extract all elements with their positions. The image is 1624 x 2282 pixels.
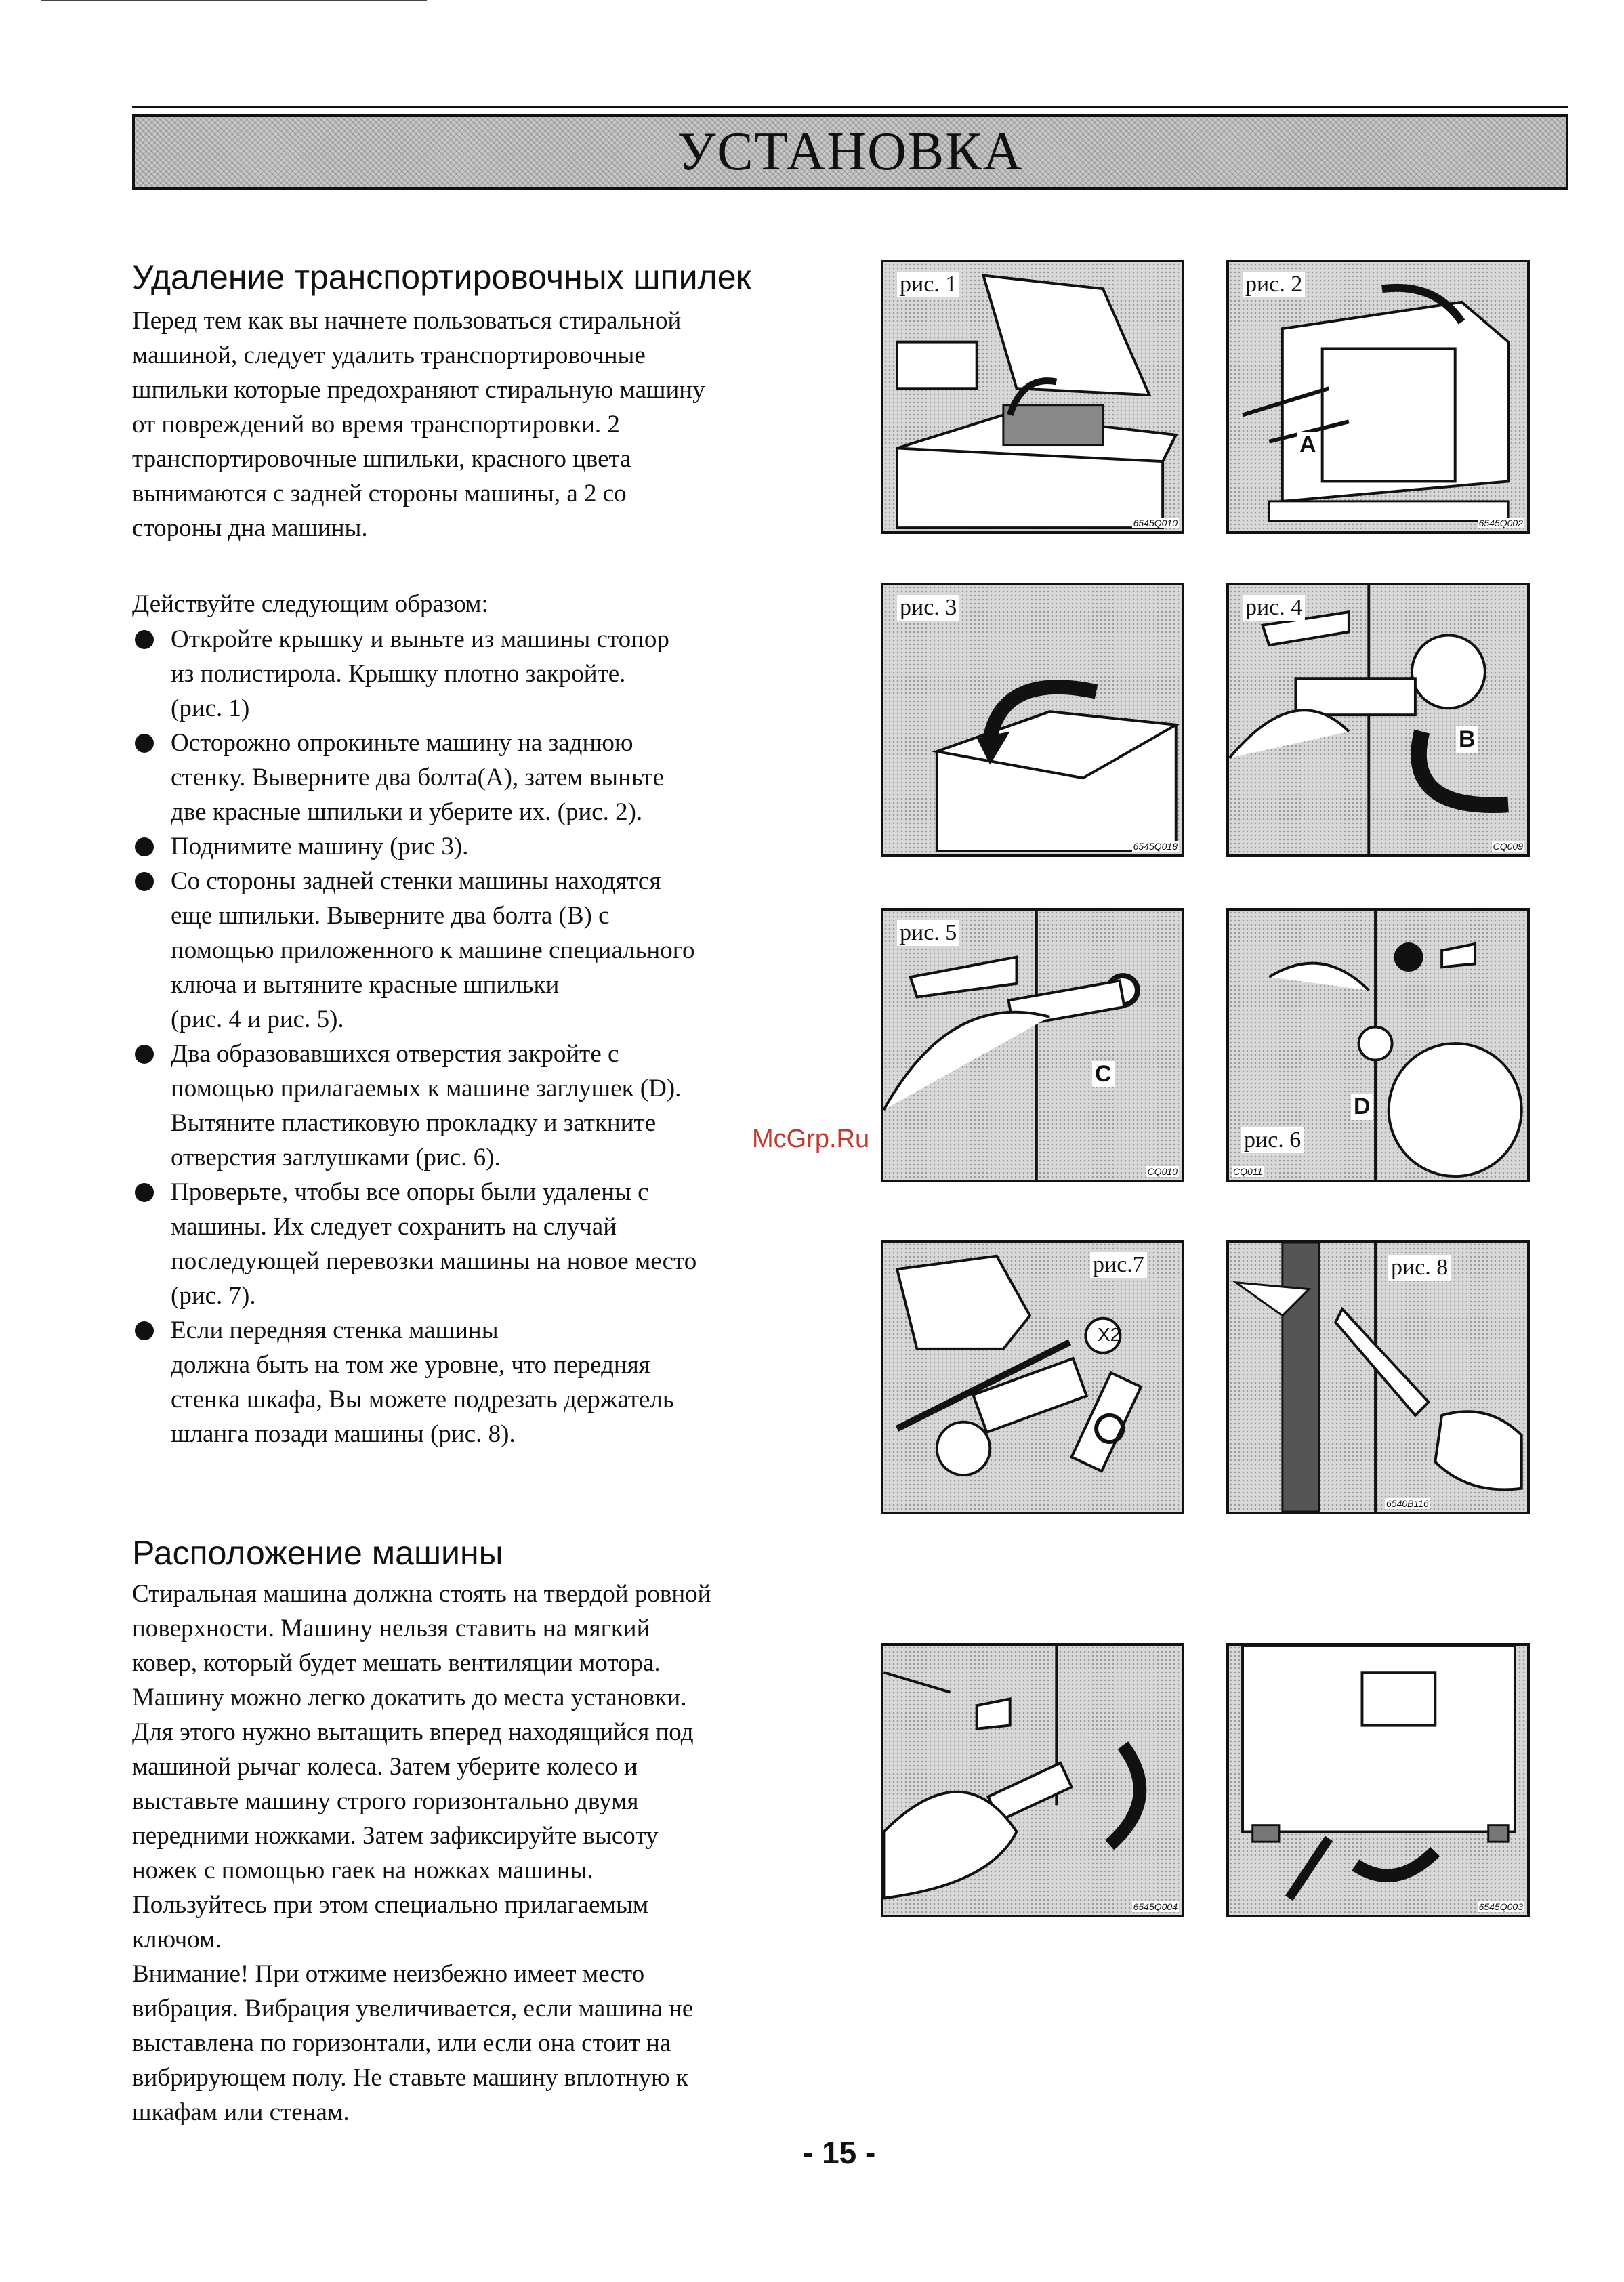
figure-code: 6545Q004 bbox=[1133, 1901, 1178, 1912]
lift-washer-illustration bbox=[883, 585, 1182, 854]
watermark-link[interactable]: McGrp.Ru bbox=[752, 1125, 870, 1153]
instruction-step: Откройте крышку и выньте из машины стопор из полистирола. Крышку плотно закройте. (рис. 1) bbox=[132, 622, 877, 726]
page-number: - 15 - bbox=[803, 2135, 876, 2170]
section-heading-pins: Удаление транспортировочных шпилек bbox=[132, 258, 751, 296]
figure-2 bbox=[1226, 260, 1530, 534]
section-heading-placement: Расположение машины bbox=[132, 1534, 503, 1572]
plug-marker-d: D bbox=[1351, 1094, 1373, 1120]
instructions-lead: Действуйте следующим образом: bbox=[132, 590, 488, 618]
figure-10 bbox=[1226, 1643, 1530, 1917]
wheel-lever-illustration bbox=[883, 1646, 1182, 1915]
figure-5 bbox=[881, 908, 1184, 1182]
figure-8 bbox=[1226, 1240, 1530, 1514]
figure-label: рис. 1 bbox=[897, 272, 959, 297]
instruction-step: Если передняя стенка машины должна быть на том же уровне, что передняя стенка шкафа, Вы можете подрезать держатель шланга позади машины (рис. 8). bbox=[132, 1313, 877, 1451]
figure-4 bbox=[1226, 583, 1530, 857]
figure-7 bbox=[881, 1240, 1184, 1514]
banner-top-rule bbox=[132, 106, 1568, 108]
intro-line: Перед тем как вы начнете пользоваться стиральной bbox=[132, 307, 682, 335]
pull-pin-illustration bbox=[883, 911, 1182, 1180]
figure-code: 6545Q010 bbox=[1133, 518, 1178, 528]
figure-label: рис.7 bbox=[1090, 1252, 1147, 1278]
figure-6 bbox=[1226, 908, 1530, 1182]
intro-line: машиной, следует удалить транспортировочные bbox=[132, 341, 646, 369]
level-feet-illustration bbox=[1229, 1646, 1527, 1915]
intro-line: вынимаются с задней стороны машины, а 2 со bbox=[132, 480, 627, 507]
page-title: УСТАНОВКА bbox=[677, 121, 1024, 182]
washer-open-lid-illustration bbox=[883, 262, 1182, 531]
figure-label: рис. 6 bbox=[1241, 1127, 1304, 1153]
figure-label: рис. 5 bbox=[897, 920, 959, 946]
instruction-step: Со стороны задней стенки машины находятся еще шпильки. Выверните два болта (В) с помощью приложенного к машине специального ключа и вытяните красные шпильки (рис. 4 и рис. 5). bbox=[132, 864, 877, 1037]
figure-code: 6545Q002 bbox=[1478, 518, 1523, 528]
figure-label: рис. 3 bbox=[897, 595, 959, 621]
transport-parts-illustration bbox=[883, 1243, 1182, 1512]
figure-code: CQ011 bbox=[1233, 1166, 1263, 1177]
figure-code: CQ009 bbox=[1493, 841, 1523, 852]
intro-paragraph bbox=[132, 304, 864, 545]
intro-line: транспортировочные шпильки, красного цвета bbox=[132, 445, 631, 473]
instruction-list bbox=[132, 622, 877, 1451]
placement-paragraph: Стиральная машина должна стоять на твердой ровной поверхности. Машину нельзя ставить на мягкий ковер, который будет мешать вентиляции мотора. Машину можно легко докатить до места установки. Для этого нужно вытащить вперед находящийся под машиной рычаг колеса. Затем уберите колесо и выставьте машину строго горизонтально двумя передними ножками. Затем зафиксируйте высоту ножек с помощью гаек на ножках машины. Пользуйтесь при этом специально прилагаемым ключом. Внимание! При отжиме неизбежно имеет место вибрация. Вибрация увеличивается, если машина не выставлена по горизонтали, или если она стоит на вибрирующем полу. Не ставьте машину вплотную к шкафам или стенам. bbox=[132, 1580, 711, 2126]
figure-label: рис. 2 bbox=[1243, 272, 1305, 297]
figure-code: 6545Q018 bbox=[1133, 841, 1178, 852]
section-title-banner bbox=[132, 114, 1568, 190]
unscrew-bolt-illustration bbox=[1229, 585, 1527, 854]
instruction-step: Осторожно опрокиньте машину на заднюю стенку. Выверните два болта(А), затем выньте две красные шпильки и уберите их. (рис. 2). bbox=[132, 726, 877, 829]
washer-on-back-illustration bbox=[1229, 262, 1527, 531]
figure-9 bbox=[881, 1643, 1184, 1917]
figure-code: 6545Q003 bbox=[1478, 1901, 1523, 1912]
instruction-step: Проверьте, чтобы все опоры были удалены с машины. Их следует сохранить на случай последующей перевозки машины на новое место (рис. 7). bbox=[132, 1175, 877, 1313]
intro-line: шпильки которые предохраняют стиральную машину bbox=[132, 376, 705, 404]
figure-code: CQ010 bbox=[1147, 1166, 1178, 1177]
figure-1 bbox=[881, 260, 1184, 534]
scan-edge-line bbox=[41, 0, 427, 1]
cut-hose-holder-illustration bbox=[1229, 1243, 1527, 1512]
bolt-marker-b: B bbox=[1456, 726, 1478, 753]
quantity-marker: X2 bbox=[1098, 1324, 1121, 1345]
pin-marker-c: C bbox=[1092, 1061, 1115, 1087]
instruction-step: Поднимите машину (рис 3). bbox=[132, 829, 877, 864]
intro-line: от повреждений во время транспортировки. 2 bbox=[132, 411, 620, 438]
figure-code: 6540B116 bbox=[1386, 1498, 1429, 1509]
figure-3 bbox=[881, 583, 1184, 857]
figure-label: рис. 4 bbox=[1243, 595, 1305, 621]
intro-line: стороны дна машины. bbox=[132, 514, 368, 542]
figure-label: рис. 8 bbox=[1388, 1255, 1451, 1281]
bolt-marker-a: A bbox=[1297, 432, 1319, 458]
instruction-step: Два образовавшихся отверстия закройте с помощью прилагаемых к машине заглушек (D). Вытяните пластиковую прокладку и заткните отверстия заглушками (рис. 6). bbox=[132, 1037, 877, 1175]
